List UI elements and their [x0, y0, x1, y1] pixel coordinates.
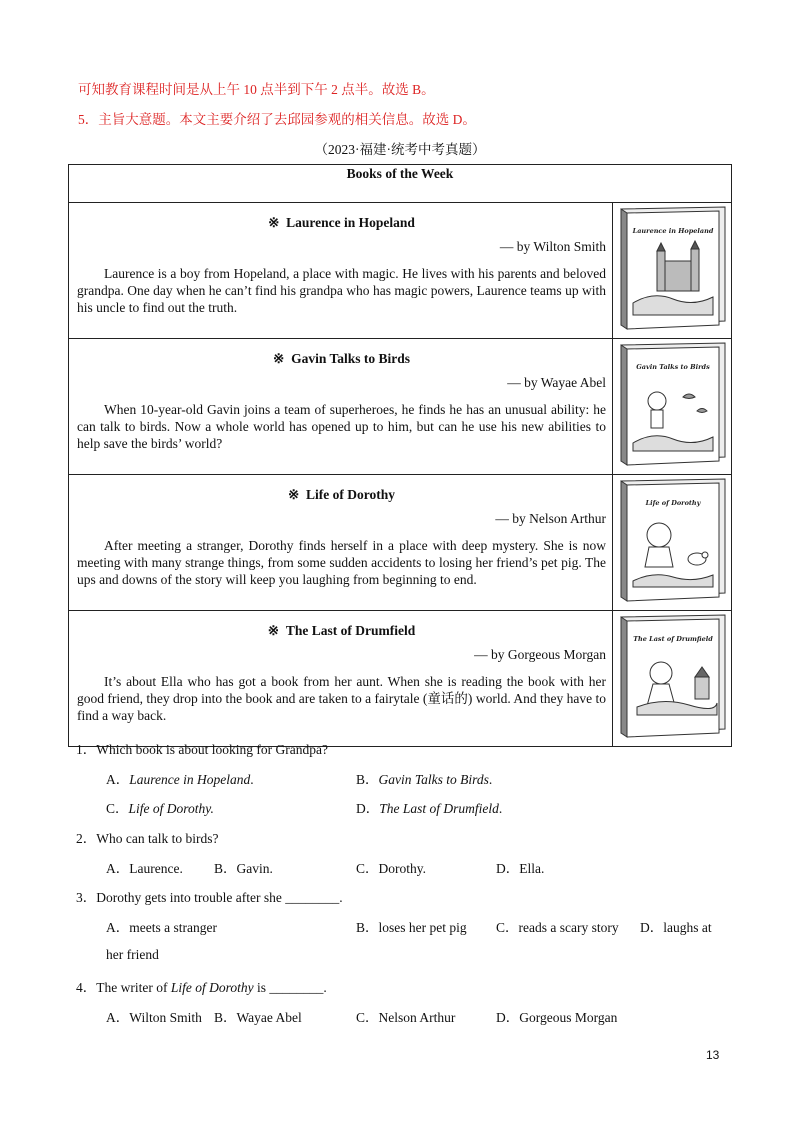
- cover-title: The Last of Drumfield: [633, 635, 713, 643]
- page-number: 13: [706, 1048, 720, 1062]
- book-author: — by Nelson Arthur: [495, 511, 606, 526]
- book-cover: [613, 339, 732, 475]
- question-1: 1．Which book is about looking for Grandpa?: [76, 742, 328, 757]
- book-row: [69, 339, 732, 475]
- question-4: 4．The writer of Life of Dorothy is ________.: [76, 980, 327, 995]
- cover-title: Laurence in Hopeland: [632, 227, 714, 235]
- option-1c: C．Life of Dorothy.: [106, 801, 214, 816]
- option-2d: D．Ella.: [496, 861, 545, 876]
- book-description: It’s about Ella who has got a book from her aunt. When she is reading the book with her good friend, they drop into the book and are taken to a fairytale (童话的) world. And they have to find a way back.: [77, 674, 606, 723]
- book-title: ※ Gavin Talks to Birds: [273, 351, 410, 366]
- book-title: ※ The Last of Drumfield: [267, 623, 416, 638]
- answer-line-1: 可知教育课程时间是从上午 10 点半到下午 2 点半。故选 B。: [78, 82, 435, 97]
- book-description: Laurence is a boy from Hopeland, a place with magic. He lives with his parents and beloved grandpa. One day when he can’t find his grandpa who has magic powers, Laurence teams up with his uncle to find out the truth.: [77, 266, 606, 315]
- option-4b: B．Wayae Abel: [214, 1010, 302, 1025]
- option-2a: A．Laurence.: [106, 861, 183, 876]
- option-2b: B．Gavin.: [214, 861, 273, 876]
- book-cover: [613, 475, 732, 611]
- book-author: — by Wayae Abel: [507, 375, 606, 390]
- option-2c: C．Dorothy.: [356, 861, 427, 876]
- option-3a: A．meets a stranger: [106, 920, 217, 935]
- cover-title: Gavin Talks to Birds: [636, 363, 710, 371]
- question-2: 2．Who can talk to birds?: [76, 831, 219, 846]
- question-3: 3．Dorothy gets into trouble after she ________.: [76, 890, 343, 905]
- option-1d: D．The Last of Drumfield.: [356, 801, 503, 816]
- source-note: （2023·福建·统考中考真题）: [314, 142, 486, 157]
- book-cover: [613, 203, 732, 339]
- cover-title: Life of Dorothy: [645, 499, 701, 507]
- option-4a: A．Wilton Smith: [106, 1010, 202, 1025]
- book-author: — by Gorgeous Morgan: [474, 647, 606, 662]
- table-title: Books of the Week: [69, 165, 732, 203]
- option-4c: C．Nelson Arthur: [356, 1010, 456, 1025]
- book-title: ※ Laurence in Hopeland: [268, 215, 415, 230]
- option-3d-continued: her friend: [106, 947, 159, 962]
- book-row: [69, 611, 732, 747]
- option-1b: B．Gavin Talks to Birds.: [356, 772, 493, 787]
- option-3c: C．reads a scary story: [496, 920, 619, 935]
- book-author: — by Wilton Smith: [499, 239, 606, 254]
- book-cover: [613, 611, 732, 747]
- option-1a: A．Laurence in Hopeland.: [106, 772, 254, 787]
- book-row: [69, 203, 732, 339]
- book-description: After meeting a stranger, Dorothy finds herself in a place with deep mystery. She is now meeting with many strange things, from some sudden accidents to losing her friend’s pet pig. The ups and downs of the story will keep you laughing from beginning to end.: [77, 538, 606, 587]
- book-title: ※ Life of Dorothy: [287, 487, 396, 502]
- books-table: [68, 164, 732, 747]
- book-row: [69, 475, 732, 611]
- option-4d: D．Gorgeous Morgan: [496, 1010, 618, 1025]
- book-description: When 10-year-old Gavin joins a team of superheroes, he finds he has an unusual ability: he can talk to birds. Now a whole world has opened up to him, but can he use his new abilities to help save the birds’ world?: [77, 402, 606, 451]
- answer-line-2: 5．主旨大意题。本文主要介绍了去邱园参观的相关信息。故选 D。: [78, 112, 476, 127]
- option-3d: D．laughs at: [640, 920, 712, 935]
- option-3b: B．loses her pet pig: [356, 920, 467, 935]
